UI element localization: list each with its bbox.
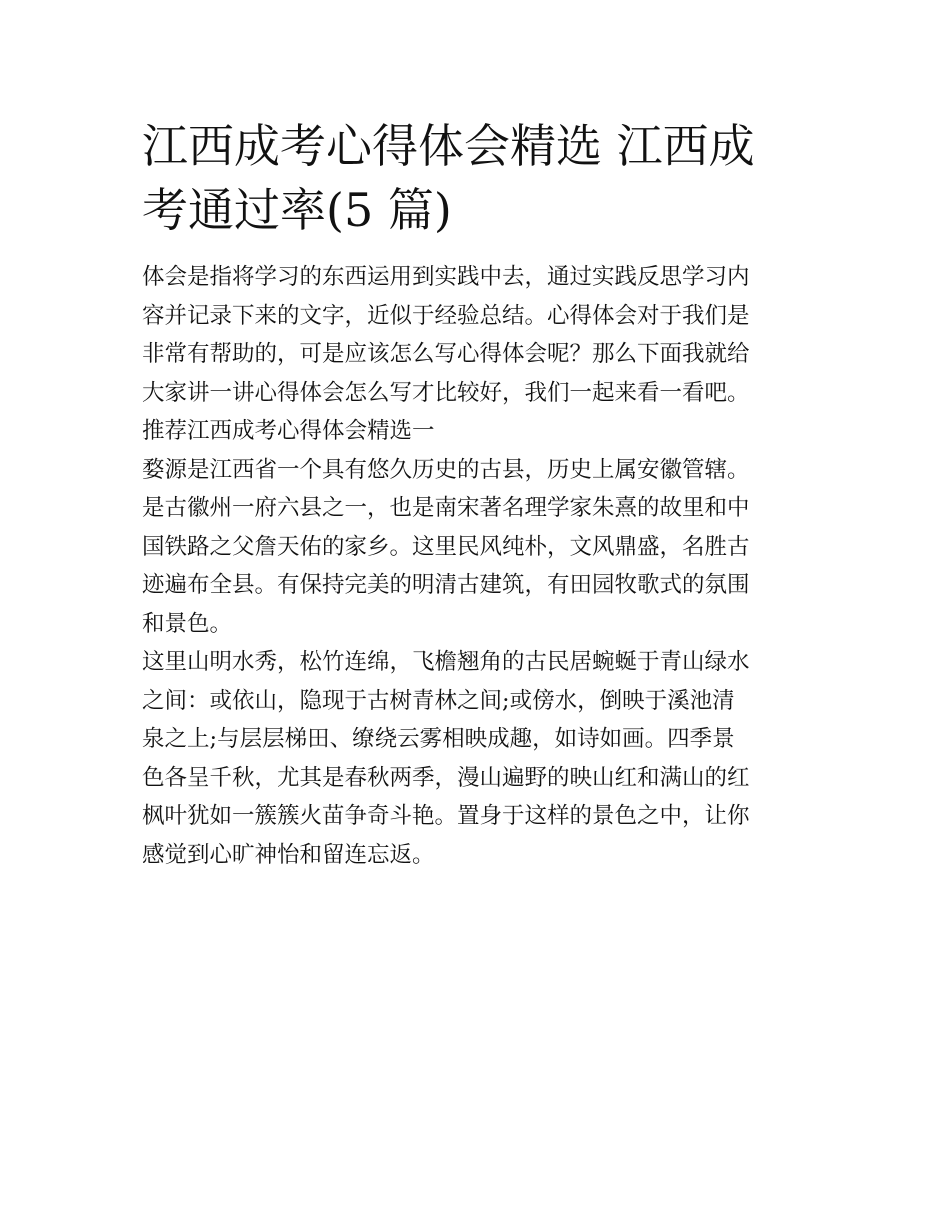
title-line: 江西成考心得体会精选 江西成 bbox=[142, 119, 755, 173]
text-line: 国铁路之父詹天佑的家乡。这里民风纯朴，文风鼎盛，名胜古 bbox=[142, 533, 750, 560]
section-heading-text: 推荐江西成考心得体会精选一 bbox=[142, 418, 435, 444]
body-paragraph bbox=[142, 451, 814, 644]
section-heading bbox=[142, 412, 814, 451]
intro-paragraph bbox=[142, 258, 814, 412]
text-line: 枫叶犹如一簇簇火苗争奇斗艳。置身于这样的景色之中，让你 bbox=[142, 803, 750, 829]
title-line: 考通过率(5 篇) bbox=[142, 183, 452, 237]
text-line: 体会是指将学习的东西运用到实践中去，通过实践反思学习内 bbox=[142, 264, 750, 290]
text-line: 和景色。 bbox=[142, 610, 233, 637]
document-body bbox=[142, 258, 814, 874]
text-line: 色各呈千秋，尤其是春秋两季，漫山遍野的映山红和满山的红 bbox=[142, 764, 750, 791]
text-line: 这里山明水秀，松竹连绵，飞檐翘角的古民居蜿蜒于青山绿水 bbox=[142, 649, 750, 675]
text-line: 之间：或依山，隐现于古树青林之间;或傍水，倒映于溪池清 bbox=[142, 687, 735, 714]
text-line: 泉之上;与层层梯田、缭绕云雾相映成趣，如诗如画。四季景 bbox=[142, 726, 735, 752]
text-line: 非常有帮助的，可是应该怎么写心得体会呢？那么下面我就给 bbox=[142, 341, 750, 367]
text-line: 婺源是江西省一个具有悠久历史的古县，历史上属安徽管辖。 bbox=[142, 456, 750, 483]
text-line: 大家讲一讲心得体会怎么写才比较好，我们一起来看一看吧。 bbox=[142, 379, 750, 406]
body-paragraph bbox=[142, 643, 814, 874]
text-line: 是古徽州一府六县之一，也是南宋著名理学家朱熹的故里和中 bbox=[142, 495, 750, 521]
document-title bbox=[142, 114, 814, 242]
text-line: 容并记录下来的文字，近似于经验总结。心得体会对于我们是 bbox=[142, 302, 750, 329]
text-line: 感觉到心旷神怡和留连忘返。 bbox=[142, 841, 435, 868]
text-line: 迹遍布全县。有保持完美的明清古建筑，有田园牧歌式的氛围 bbox=[142, 572, 750, 598]
document-page bbox=[142, 114, 814, 874]
